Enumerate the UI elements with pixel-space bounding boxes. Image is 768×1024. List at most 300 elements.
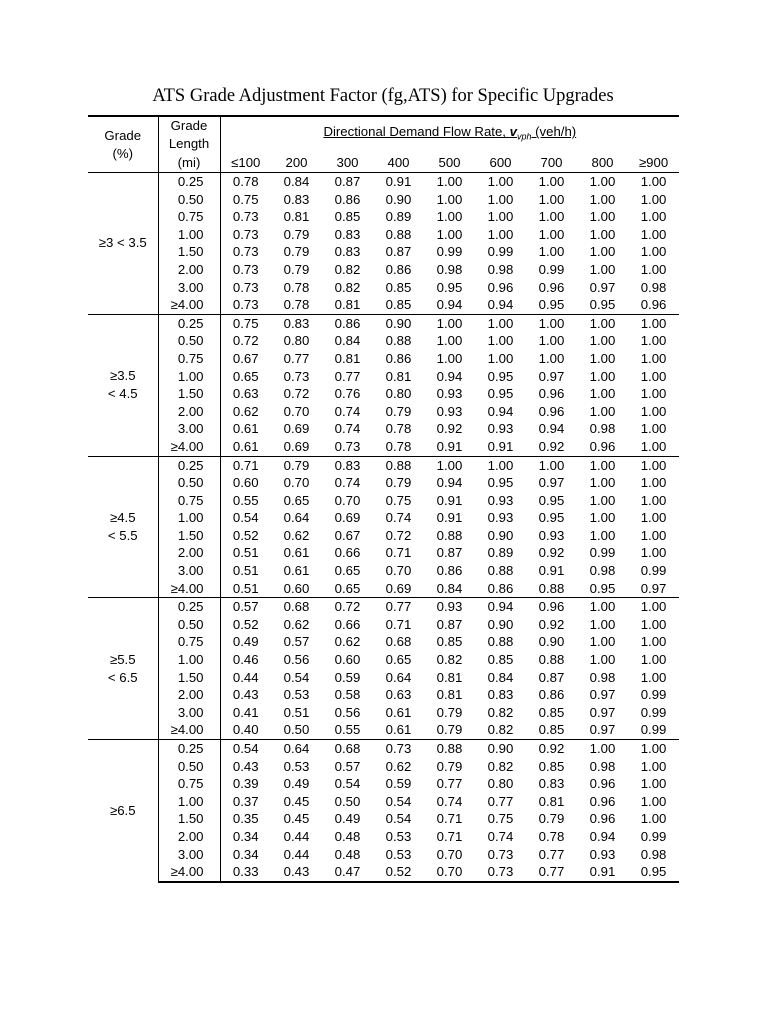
grade-length-cell: 3.00: [158, 846, 220, 864]
factor-value-cell: 0.79: [283, 226, 310, 242]
table-row: [88, 721, 679, 739]
factor-value-cell: 0.98: [487, 261, 514, 277]
factor-value-cell: 1.00: [640, 652, 667, 668]
factor-value-cell: 0.73: [232, 226, 259, 242]
factor-value-cell: 1.00: [577, 740, 628, 758]
factor-value-cell: 0.96: [589, 438, 616, 454]
factor-value-cell: 0.97: [640, 580, 667, 596]
factor-value-cell: 0.82: [487, 704, 514, 720]
factor-value-cell: 0.54: [220, 740, 271, 758]
factor-value-cell: 0.64: [271, 740, 322, 758]
grade-length-cell: 0.25: [158, 598, 220, 616]
factor-value-cell: 0.85: [385, 297, 412, 313]
factor-value-cell: 0.83: [334, 226, 361, 242]
table-row: [88, 296, 679, 314]
grade-length-cell: 2.00: [158, 403, 220, 421]
factor-value-cell: 0.98: [436, 261, 463, 277]
grade-length-cell: 0.25: [158, 314, 220, 332]
factor-value-cell: 0.80: [487, 776, 514, 792]
factor-value-cell: 0.71: [385, 616, 412, 632]
factor-value-cell: 1.00: [640, 368, 667, 384]
factor-value-cell: 0.33: [220, 863, 271, 882]
factor-value-cell: 0.90: [538, 634, 565, 650]
factor-value-cell: 0.34: [232, 846, 259, 862]
grade-length-cell: 2.00: [158, 261, 220, 279]
factor-value-cell: 0.44: [283, 828, 310, 844]
factor-value-cell: 0.52: [373, 863, 424, 882]
factor-value-cell: 0.71: [220, 456, 271, 474]
factor-value-cell: 0.54: [385, 811, 412, 827]
factor-value-cell: 0.53: [385, 846, 412, 862]
grade-length-cell: 1.50: [158, 385, 220, 403]
factor-value-cell: 0.62: [232, 403, 259, 419]
factor-value-cell: 0.72: [232, 333, 259, 349]
grade-length-cell: 0.75: [158, 208, 220, 226]
factor-value-cell: 0.61: [232, 421, 259, 437]
factor-value-cell: 1.00: [475, 173, 526, 191]
factor-value-cell: 0.73: [232, 209, 259, 225]
grade-range-line: ≥3.5: [109, 368, 136, 384]
factor-value-cell: 0.65: [334, 563, 361, 579]
factor-value-cell: 0.48: [334, 828, 361, 844]
factor-value-cell: 0.97: [538, 475, 565, 491]
factor-value-cell: 0.98: [589, 758, 616, 774]
grade-range-line: < 5.5: [107, 527, 138, 543]
table-row: [88, 633, 679, 651]
factor-value-cell: 1.00: [577, 598, 628, 616]
grade-length-cell: 3.00: [158, 562, 220, 580]
factor-value-cell: 0.84: [487, 669, 514, 685]
table-row: [88, 598, 679, 616]
factor-value-cell: 0.98: [589, 421, 616, 437]
factor-value-cell: 0.73: [232, 297, 259, 313]
factor-value-cell: 1.00: [640, 226, 667, 242]
factor-value-cell: 1.00: [640, 191, 667, 207]
factor-value-cell: 0.91: [436, 438, 463, 454]
grade-length-cell: 1.50: [158, 243, 220, 261]
grade-range-cell: [88, 173, 158, 315]
factor-value-cell: 0.94: [436, 368, 463, 384]
factor-value-cell: 0.83: [322, 456, 373, 474]
flow-column-header: ≤100: [220, 153, 271, 173]
table-row: [88, 385, 679, 403]
table-row: [88, 208, 679, 226]
factor-value-cell: 0.81: [334, 297, 361, 313]
factor-value-cell: 0.62: [283, 616, 310, 632]
table-row: [88, 403, 679, 421]
factor-value-cell: 0.91: [538, 563, 565, 579]
factor-value-cell: 0.87: [436, 545, 463, 561]
factor-value-cell: 0.88: [424, 740, 475, 758]
factor-value-cell: 1.00: [487, 209, 514, 225]
factor-value-cell: 0.90: [487, 527, 514, 543]
factor-value-cell: 0.74: [334, 475, 361, 491]
grade-length-cell: 0.75: [158, 633, 220, 651]
factor-value-cell: 0.97: [589, 279, 616, 295]
factor-value-cell: 0.53: [283, 687, 310, 703]
factor-value-cell: 1.00: [589, 333, 616, 349]
factor-value-cell: 0.90: [487, 616, 514, 632]
factor-value-cell: 1.00: [640, 776, 667, 792]
factor-value-cell: 0.50: [283, 722, 310, 738]
factor-value-cell: 0.83: [271, 314, 322, 332]
factor-value-cell: 1.00: [589, 261, 616, 277]
factor-value-cell: 0.68: [322, 740, 373, 758]
factor-value-cell: 0.99: [640, 687, 667, 703]
factor-value-cell: 0.86: [385, 350, 412, 366]
table-row: [88, 686, 679, 704]
grade-length-cell: ≥4.00: [158, 863, 220, 882]
factor-value-cell: 1.00: [538, 350, 565, 366]
factor-value-cell: 1.00: [538, 209, 565, 225]
factor-value-cell: 1.00: [538, 244, 565, 260]
grade-length-cell: 0.25: [158, 173, 220, 191]
factor-value-cell: 0.86: [436, 563, 463, 579]
factor-value-cell: 0.56: [283, 652, 310, 668]
table-body: [88, 173, 679, 882]
factor-value-cell: 1.00: [640, 261, 667, 277]
factor-value-cell: 0.77: [436, 776, 463, 792]
factor-value-cell: 0.43: [271, 863, 322, 882]
factor-value-cell: 0.96: [538, 403, 565, 419]
factor-value-cell: 0.94: [487, 297, 514, 313]
factor-value-cell: 1.00: [589, 510, 616, 526]
table-row: [88, 810, 679, 828]
factor-value-cell: 0.52: [232, 527, 259, 543]
factor-value-cell: 0.99: [589, 545, 616, 561]
factor-value-cell: 0.51: [232, 563, 259, 579]
factor-value-cell: 0.72: [385, 527, 412, 543]
factor-value-cell: 0.85: [487, 652, 514, 668]
table-row: [88, 350, 679, 368]
factor-value-cell: 0.71: [436, 828, 463, 844]
flow-column-header: ≥900: [628, 153, 679, 173]
factor-value-cell: 1.00: [589, 652, 616, 668]
factor-value-cell: 0.97: [589, 722, 616, 738]
factor-value-cell: 0.63: [232, 386, 259, 402]
factor-value-cell: 0.92: [538, 545, 565, 561]
table-row: [88, 544, 679, 562]
factor-value-cell: 0.64: [385, 669, 412, 685]
factor-value-cell: 0.79: [436, 722, 463, 738]
factor-value-cell: 0.87: [322, 173, 373, 191]
factor-value-cell: 1.00: [487, 226, 514, 242]
factor-value-cell: 1.00: [589, 244, 616, 260]
table-row: [88, 243, 679, 261]
factor-value-cell: 0.82: [487, 722, 514, 738]
factor-value-cell: 0.55: [334, 722, 361, 738]
factor-value-cell: 0.62: [334, 634, 361, 650]
factor-value-cell: 0.88: [436, 527, 463, 543]
factor-value-cell: 0.49: [283, 776, 310, 792]
factor-value-cell: 0.83: [283, 191, 310, 207]
factor-value-cell: 0.65: [232, 368, 259, 384]
grade-range-line: ≥3 < 3.5: [98, 235, 147, 251]
factor-value-cell: 0.81: [538, 793, 565, 809]
factor-value-cell: 1.00: [640, 492, 667, 508]
grade-length-cell: 1.50: [158, 810, 220, 828]
factor-value-cell: 0.73: [283, 368, 310, 384]
factor-value-cell: 0.96: [538, 279, 565, 295]
factor-value-cell: 0.79: [283, 261, 310, 277]
grade-range-cell: [88, 598, 158, 740]
grade-length-cell: 0.25: [158, 456, 220, 474]
factor-value-cell: 0.63: [385, 687, 412, 703]
factor-value-cell: 0.73: [232, 261, 259, 277]
factor-value-cell: 0.65: [385, 652, 412, 668]
factor-value-cell: 1.00: [436, 209, 463, 225]
factor-value-cell: 1.00: [487, 333, 514, 349]
factor-value-cell: 1.00: [538, 191, 565, 207]
table-header: [88, 116, 679, 173]
table-row: [88, 456, 679, 474]
factor-value-cell: 0.95: [538, 297, 565, 313]
factor-value-cell: 0.86: [334, 191, 361, 207]
table-row: [88, 740, 679, 758]
factor-value-cell: 0.85: [538, 758, 565, 774]
factor-value-cell: 0.56: [334, 704, 361, 720]
factor-value-cell: 0.61: [283, 563, 310, 579]
table-row: [88, 474, 679, 492]
factor-value-cell: 0.81: [436, 669, 463, 685]
factor-value-cell: 0.79: [538, 811, 565, 827]
factor-value-cell: 0.99: [538, 261, 565, 277]
factor-value-cell: 0.50: [334, 793, 361, 809]
factor-value-cell: 1.00: [436, 350, 463, 366]
factor-value-cell: 0.78: [220, 173, 271, 191]
factor-value-cell: 0.85: [538, 722, 565, 738]
grade-length-cell: 2.00: [158, 686, 220, 704]
grade-length-cell: 0.75: [158, 492, 220, 510]
factor-value-cell: 0.72: [322, 598, 373, 616]
factor-value-cell: 0.71: [385, 545, 412, 561]
factor-value-cell: 0.98: [589, 669, 616, 685]
factor-value-cell: 1.00: [424, 456, 475, 474]
factor-value-cell: 0.88: [373, 456, 424, 474]
factor-value-cell: 0.75: [232, 191, 259, 207]
factor-value-cell: 0.80: [385, 386, 412, 402]
factor-value-cell: 0.39: [232, 776, 259, 792]
flow-prefix: Directional Demand Flow Rate,: [323, 124, 510, 140]
factor-value-cell: 0.68: [271, 598, 322, 616]
factor-value-cell: 0.58: [334, 687, 361, 703]
grade-length-cell: ≥4.00: [158, 438, 220, 456]
factor-value-cell: 0.74: [436, 793, 463, 809]
factor-value-cell: 0.94: [538, 421, 565, 437]
table-row: [88, 828, 679, 846]
factor-value-cell: 1.00: [589, 492, 616, 508]
factor-value-cell: 0.54: [334, 776, 361, 792]
grade-length-cell: 1.50: [158, 527, 220, 545]
factor-value-cell: 1.00: [640, 793, 667, 809]
factor-value-cell: 0.69: [385, 580, 412, 596]
factor-value-cell: 1.00: [640, 475, 667, 491]
factor-value-cell: 0.92: [538, 438, 565, 454]
factor-value-cell: 0.61: [232, 438, 259, 454]
factor-value-cell: 0.52: [232, 616, 259, 632]
factor-value-cell: 0.45: [283, 811, 310, 827]
table-row: [88, 616, 679, 634]
factor-value-cell: 0.67: [232, 350, 259, 366]
factor-value-cell: 0.72: [283, 386, 310, 402]
factor-value-cell: 0.86: [538, 687, 565, 703]
factor-value-cell: 0.79: [385, 403, 412, 419]
factor-value-cell: 1.00: [589, 527, 616, 543]
factor-value-cell: 0.43: [232, 758, 259, 774]
factor-value-cell: 1.00: [589, 403, 616, 419]
grade-length-cell: 0.50: [158, 616, 220, 634]
factor-value-cell: 0.61: [385, 704, 412, 720]
factor-value-cell: 0.91: [487, 438, 514, 454]
factor-value-cell: 0.90: [373, 314, 424, 332]
table-row: [88, 793, 679, 811]
factor-value-cell: 1.00: [640, 386, 667, 402]
grade-length-cell: 1.50: [158, 669, 220, 687]
flow-column-header: 400: [373, 153, 424, 173]
factor-value-cell: 1.00: [640, 811, 667, 827]
factor-value-cell: 1.00: [640, 350, 667, 366]
factor-value-cell: 0.44: [232, 669, 259, 685]
factor-value-cell: 0.70: [436, 846, 463, 862]
factor-value-cell: 0.69: [283, 438, 310, 454]
table-row: [88, 420, 679, 438]
factor-value-cell: 0.90: [475, 740, 526, 758]
flow-symbol: v: [509, 124, 517, 140]
factor-value-cell: 0.88: [385, 333, 412, 349]
factor-value-cell: 0.81: [334, 350, 361, 366]
factor-value-cell: 0.40: [232, 722, 259, 738]
factor-value-cell: 0.74: [385, 510, 412, 526]
flow-subscript: vph: [516, 132, 532, 143]
factor-value-cell: 0.82: [334, 279, 361, 295]
table-row: [88, 279, 679, 297]
factor-value-cell: 1.00: [640, 669, 667, 685]
grade-length-cell: 1.00: [158, 509, 220, 527]
factor-value-cell: 0.89: [385, 209, 412, 225]
factor-value-cell: 0.93: [589, 846, 616, 862]
table-row: [88, 863, 679, 882]
factor-value-cell: 0.92: [436, 421, 463, 437]
factor-value-cell: 0.60: [232, 475, 259, 491]
factor-value-cell: 0.54: [232, 510, 259, 526]
factor-value-cell: 1.00: [589, 634, 616, 650]
factor-value-cell: 0.59: [334, 669, 361, 685]
factor-value-cell: 0.73: [232, 279, 259, 295]
factor-value-cell: 0.53: [385, 828, 412, 844]
grade-range-cell: [88, 456, 158, 598]
factor-value-cell: 0.97: [538, 368, 565, 384]
factor-value-cell: 0.70: [424, 863, 475, 882]
factor-value-cell: 0.93: [487, 421, 514, 437]
factor-value-cell: 0.70: [283, 403, 310, 419]
table-row: [88, 669, 679, 687]
factor-value-cell: 0.67: [334, 527, 361, 543]
factor-value-cell: 0.86: [487, 580, 514, 596]
factor-value-cell: 0.95: [487, 386, 514, 402]
factor-value-cell: 1.00: [577, 456, 628, 474]
factor-value-cell: 0.93: [487, 492, 514, 508]
factor-value-cell: 0.61: [283, 545, 310, 561]
factor-value-cell: 0.99: [487, 244, 514, 260]
table-row: [88, 332, 679, 350]
factor-value-cell: 0.93: [538, 527, 565, 543]
table-row: [88, 368, 679, 386]
factor-value-cell: 1.00: [538, 226, 565, 242]
factor-value-cell: 0.78: [385, 438, 412, 454]
factor-value-cell: 0.74: [334, 403, 361, 419]
factor-value-cell: 0.69: [283, 421, 310, 437]
factor-value-cell: 1.00: [640, 616, 667, 632]
grade-length-cell: 1.00: [158, 368, 220, 386]
factor-value-cell: 0.74: [487, 828, 514, 844]
factor-value-cell: 0.49: [232, 634, 259, 650]
factor-value-cell: 0.70: [334, 492, 361, 508]
factor-value-cell: 0.97: [589, 704, 616, 720]
factor-value-cell: 0.79: [436, 704, 463, 720]
factor-value-cell: 0.44: [283, 846, 310, 862]
table-row: [88, 261, 679, 279]
grade-length-cell: 3.00: [158, 279, 220, 297]
table-row: [88, 492, 679, 510]
factor-value-cell: 1.00: [589, 226, 616, 242]
factor-value-cell: 0.77: [373, 598, 424, 616]
factor-value-cell: 0.93: [487, 510, 514, 526]
grade-length-cell: 0.50: [158, 758, 220, 776]
grade-range-line: < 4.5: [107, 386, 138, 402]
factor-value-cell: 0.98: [640, 279, 667, 295]
factor-value-cell: 0.81: [283, 209, 310, 225]
factor-value-cell: 0.73: [475, 863, 526, 882]
length-header-line2: Length: [158, 135, 220, 153]
factor-value-cell: 0.92: [538, 616, 565, 632]
factor-value-cell: 0.91: [373, 173, 424, 191]
factor-value-cell: 0.77: [334, 368, 361, 384]
factor-value-cell: 1.00: [487, 191, 514, 207]
factor-value-cell: 0.77: [283, 350, 310, 366]
factor-value-cell: 0.95: [628, 863, 679, 882]
factor-value-cell: 0.73: [487, 846, 514, 862]
factor-value-cell: 0.96: [589, 776, 616, 792]
factor-value-cell: 1.00: [475, 314, 526, 332]
factor-value-cell: 0.94: [589, 828, 616, 844]
factor-value-cell: 1.00: [628, 598, 679, 616]
factor-value-cell: 0.77: [538, 846, 565, 862]
factor-value-cell: 0.83: [538, 776, 565, 792]
factor-value-cell: 0.90: [385, 191, 412, 207]
factor-value-cell: 0.94: [436, 297, 463, 313]
factor-value-cell: 0.51: [232, 545, 259, 561]
factor-value-cell: 1.00: [436, 191, 463, 207]
grade-length-cell: ≥4.00: [158, 580, 220, 598]
factor-value-cell: 1.00: [640, 527, 667, 543]
factor-value-cell: 0.73: [334, 438, 361, 454]
factor-value-cell: 0.88: [385, 226, 412, 242]
factor-value-cell: 0.88: [487, 563, 514, 579]
flow-rate-header: [220, 116, 679, 153]
flow-rate-header-text: [323, 124, 577, 143]
factor-value-cell: 1.00: [640, 244, 667, 260]
factor-value-cell: 0.91: [436, 510, 463, 526]
factor-value-cell: 0.70: [385, 563, 412, 579]
factor-value-cell: 0.64: [283, 510, 310, 526]
grade-length-cell: 1.00: [158, 651, 220, 669]
factor-value-cell: 1.00: [577, 314, 628, 332]
factor-value-cell: 0.37: [232, 793, 259, 809]
table-row: [88, 509, 679, 527]
grade-length-cell: 2.00: [158, 828, 220, 846]
factor-value-cell: 0.85: [334, 209, 361, 225]
factor-value-cell: 0.89: [487, 545, 514, 561]
